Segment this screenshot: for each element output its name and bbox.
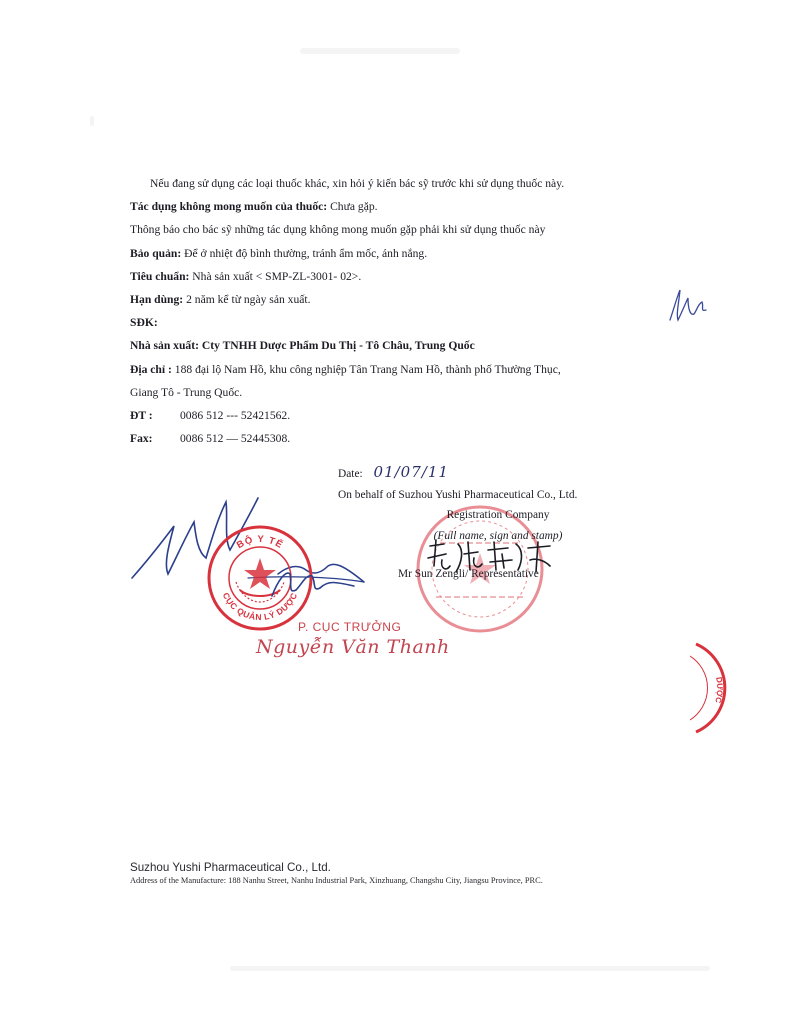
phone-value: 0086 512 --- 52421562.	[180, 409, 291, 423]
fax-line	[130, 427, 670, 450]
storage-label: Bảo quản:	[130, 246, 182, 260]
standard-line	[130, 265, 670, 288]
on-behalf-text: On behalf of Suzhou Yushi Pharmaceutical Co., Ltd.	[338, 488, 578, 501]
representative-text: Mr Sun Zengli/ Representative	[398, 568, 539, 580]
edge-stamp-text: DƯỢC	[713, 676, 725, 705]
representative-signature	[424, 536, 564, 578]
footer	[130, 861, 690, 885]
expiry-value: 2 năm kể từ ngày sản xuất.	[186, 293, 311, 307]
date-label: Date:	[338, 468, 363, 480]
phone-label: ĐT :	[130, 409, 153, 423]
storage-line	[130, 242, 670, 265]
side-effects-line	[130, 195, 670, 218]
stamp-bottom-text: CỤC QUẢN LÝ DƯỢC	[220, 590, 300, 623]
edge-stamp	[690, 640, 730, 736]
officer-name: Nguyễn Văn Thanh	[256, 636, 450, 658]
expiry-line	[130, 288, 670, 311]
address-line-2: Giang Tô - Trung Quốc.	[130, 385, 243, 399]
expiry-label: Hạn dùng:	[130, 293, 184, 307]
company-role-text: Registration Company	[446, 509, 550, 521]
notify-line: Thông báo cho bác sỹ những tác dụng không mong muốn gặp phải khi sử dụng thuốc này	[130, 223, 546, 237]
instruction-text: (Full name, sign and stamp)	[433, 529, 563, 542]
scan-smudge	[300, 48, 460, 54]
side-effects-value: Chưa gặp.	[330, 200, 378, 214]
svg-text:DƯỢC	[713, 676, 724, 704]
standard-value: Nhà sản xuất < SMP-ZL-3001- 02>.	[192, 269, 362, 283]
standard-label: Tiêu chuẩn:	[130, 269, 190, 283]
manufacturer-value: Cty TNHH Dược Phẩm Du Thị - Tô Châu, Trung Quốc	[201, 339, 475, 353]
manufacturer-label: Nhà sản xuất:	[130, 339, 199, 353]
side-effects-label: Tác dụng không mong muốn của thuốc:	[130, 200, 328, 214]
address-line	[130, 358, 670, 381]
stamp-top-text: BỘ Y TẾ	[235, 533, 286, 552]
scan-smudge	[230, 966, 710, 971]
address-label: Địa chỉ :	[130, 362, 172, 376]
manufacturer-line	[130, 334, 670, 357]
document-body	[130, 172, 670, 450]
officer-title: P. CỤC TRƯỞNG	[298, 620, 402, 634]
margin-initials-signature	[664, 284, 712, 326]
fax-value: 0086 512 — 52445308.	[180, 432, 291, 446]
phone-line	[130, 404, 670, 427]
intro-line: Nếu đang sử dụng các loại thuốc khác, xin hỏi ý kiến bác sỹ trước khi sử dụng thuốc này.	[150, 177, 565, 190]
registration-label: SĐK:	[130, 316, 158, 330]
scan-smudge	[90, 116, 94, 126]
date-value: 01/07/11	[373, 463, 449, 481]
storage-value: Để ở nhiệt độ bình thường, tránh ẩm mốc, ánh nắng.	[184, 246, 428, 260]
date-row	[338, 462, 658, 485]
footer-address: Address of the Manufacture: 188 Nanhu Street, Nanhu Industrial Park, Xinzhuang, Changshu City, Jiangsu Province, PRC.	[130, 876, 543, 885]
footer-company: Suzhou Yushi Pharmaceutical Co., Ltd.	[130, 861, 331, 874]
address-value-1: 188 đại lộ Nam Hồ, khu công nghiệp Tân Trang Nam Hồ, thành phố Thường Thục,	[174, 362, 561, 376]
registration-line	[130, 311, 670, 334]
svg-text:BỘ Y TẾ	[235, 534, 285, 552]
fax-label: Fax:	[130, 432, 153, 446]
